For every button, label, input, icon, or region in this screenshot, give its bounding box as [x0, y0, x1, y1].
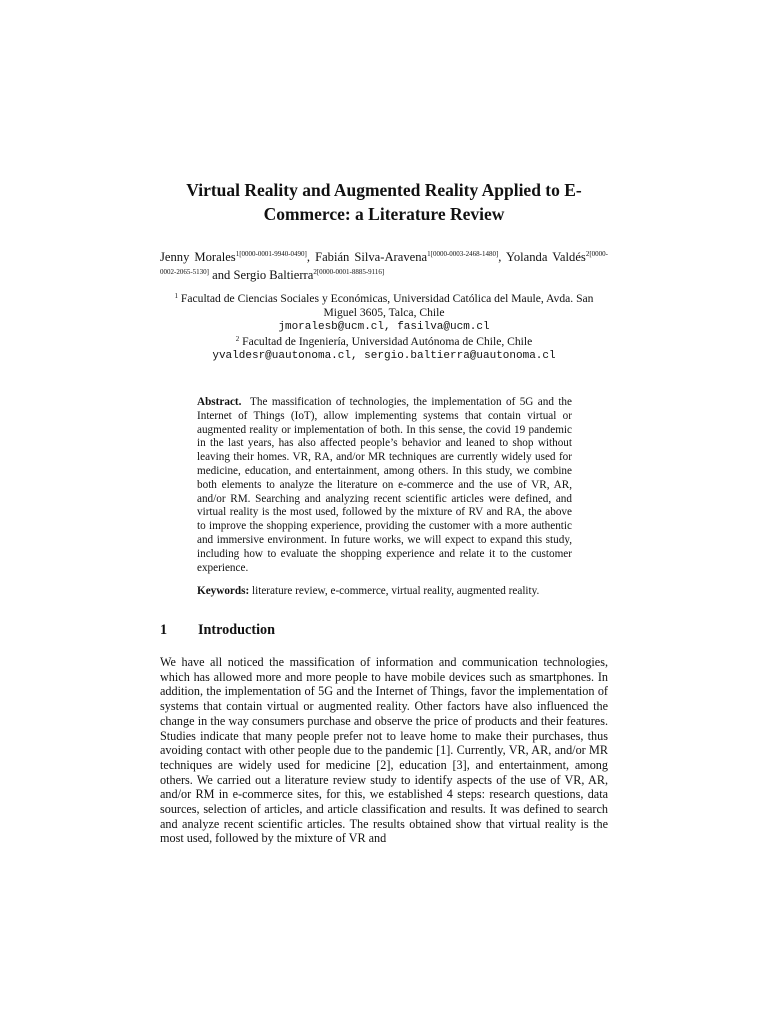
- section-number: 1: [160, 622, 168, 638]
- section-heading: [160, 621, 608, 639]
- section-title: Introduction: [198, 622, 275, 638]
- abstract-text: The massification of technologies, the implementation of 5G and the Internet of Things (IoT), allow implementing systems that contain virtual or augmented reality or implementation of both. In this sense, the covid 19 pandemic in the last years, has also affected people’s behavior and leaned to shop without leaving their homes. VR, RA, and/or MR techniques are currently widely used for medicine, education, and entertainment, among others. In this study, we combine both elements to analyze the literature on e-commerce and the use of VR, AR, and/or RM. Searching and analyzing recent scientific articles were defined, and virtual reality is the most used, followed by the mixture of RV and RA, the above to improve the shopping experience, providing the customer with a more authentic and immersive environment. In future works, we will expect to expand this study, including how to evaluate the shopping experience and relate it to the customer experience.: [197, 396, 572, 574]
- introduction-body: We have all noticed the massification of information and communication technologies, which has allowed more and more people to have mobile devices such as smartphones. In addition, the implementation of 5G and the Internet of Things, favor the implementation of systems that contain virtual or augmented reality. Other factors have also influenced the change in the way consumers purchase and observe the price of products and their features. Studies indicate that many people prefer not to leave home to make their purchases, thus avoiding contact with other people due to the pandemic [1]. Currently, VR, AR, and/or MR techniques are widely used for medicine [2], education [3], and entertainment, among others. We carried out a literature review study to identify aspects of the use of VR, AR, and/or RM in e-commerce sites, for this, we established 4 steps: research questions, data sources, selection of articles, and article classification and results. It was defined to search and analyze recent scientific articles. The results obtained show that virtual reality is the most used, followed by the mixture of VR and: [160, 655, 608, 846]
- author-list: [160, 248, 608, 284]
- affiliation-2: [160, 335, 608, 349]
- author-separator: and: [209, 268, 234, 282]
- affiliation-text: Facultad de Ciencias Sociales y Económicas, Universidad Católica del Maule, Avda. San Miguel 3605, Talca, Chile: [180, 292, 594, 320]
- keywords: [197, 584, 572, 598]
- keywords-label: Keywords:: [197, 585, 250, 597]
- author-separator: ,: [306, 250, 316, 264]
- author-orcid: 1[0000-0003-2468-1480]: [427, 250, 499, 258]
- abstract-label: Abstract.: [197, 396, 242, 408]
- author-name: Yolanda Valdés: [506, 250, 586, 264]
- affiliation-mark: 2: [235, 334, 240, 343]
- author-name: Sergio Baltierra: [233, 268, 314, 282]
- abstract: [197, 396, 572, 575]
- affiliation-2-emails: yvaldesr@uautonoma.cl, sergio.baltierra@uautonoma.cl: [212, 349, 556, 362]
- author-orcid: 1[0000-0001-9940-0490]: [235, 250, 307, 258]
- author-separator: ,: [498, 250, 507, 264]
- affiliations: [160, 292, 608, 363]
- author-name: Jenny Morales: [160, 250, 236, 264]
- keywords-text: literature review, e-commerce, virtual reality, augmented reality.: [252, 585, 540, 597]
- author-orcid: 2[0000-0002-2065-5130]: [160, 250, 608, 276]
- affiliation-1: [160, 292, 608, 320]
- affiliation-text: Facultad de Ingeniería, Universidad Autónoma de Chile, Chile: [242, 334, 533, 348]
- affiliation-mark: 1: [174, 292, 179, 300]
- author-name: Fabián Silva-Aravena: [315, 250, 428, 264]
- author-orcid: 2[0000-0001-8885-9116]: [313, 268, 385, 276]
- affiliation-1-emails: jmoralesb@ucm.cl, fasilva@ucm.cl: [278, 321, 490, 334]
- paper-title: Virtual Reality and Augmented Reality Applied to E-Commerce: a Literature Review: [186, 180, 582, 224]
